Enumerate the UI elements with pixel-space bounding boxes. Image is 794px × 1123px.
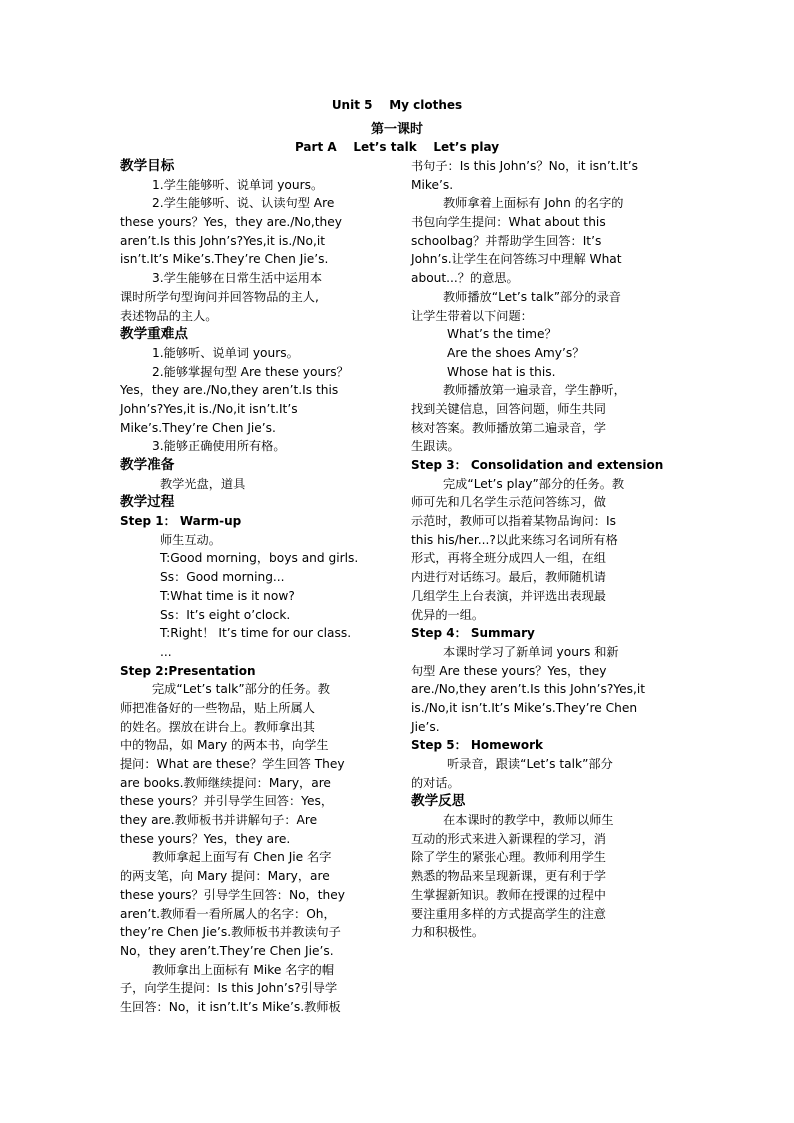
paragraph-line: John’s?Yes,it is./No,it isn’t.It’s — [120, 401, 298, 416]
step-heading: Step 4： Summary — [411, 626, 535, 641]
paragraph-line: 优异的一组。 — [411, 607, 485, 622]
paragraph-line: 提问：What are these？学生回答 They — [120, 757, 345, 771]
paragraph-line: 互动的形式来进入新课程的学习，消 — [411, 831, 606, 846]
paragraph-line: these yours？Yes，they are. — [120, 831, 291, 846]
dialogue-line: 师生互动。 — [160, 532, 221, 547]
step-heading: Step 5： Homework — [411, 738, 543, 753]
section-heading-objectives: 教学目标 — [120, 158, 175, 174]
paragraph-line: is./No,it isn’t.It’s Mike’s.They’re Chen — [411, 700, 638, 715]
paragraph-line: they’re Chen Jie’s.教师板书并教读句子 — [120, 925, 341, 940]
paragraph-line: 师可先和几名学生示范问答练习，做 — [411, 495, 606, 510]
paragraph-line: these yours？Yes，they are./No,they — [120, 215, 342, 230]
paragraph-line: 形式，再将全班分成四人一组，在组 — [411, 551, 606, 566]
paragraph-line: 要注重用多样的方式提高学生的注意 — [411, 906, 606, 921]
part-title: Part A Let’s talk Let’s play — [294, 140, 500, 154]
dialogue-line: T:What time is it now? — [160, 588, 295, 603]
paragraph-line: aren’t.教师看一看所属人的名字：Oh， — [120, 906, 336, 921]
paragraph-line: this his/her...?以此来练习名词所有格 — [411, 532, 618, 547]
paragraph-line: they are.教师板书并讲解句子：Are — [120, 813, 318, 828]
paragraph-line: No，they aren’t.They’re Chen Jie’s. — [120, 943, 334, 958]
dialogue-line: Ss：It’s eight o’clock. — [160, 607, 291, 622]
paragraph-line: about...？的意思。 — [411, 271, 519, 286]
paragraph-line: 教师播放第一遍录音，学生静听， — [443, 383, 626, 398]
paragraph-line: 内进行对话练习。最后，教师随机请 — [411, 570, 606, 585]
section-heading-process: 教学过程 — [120, 494, 175, 511]
paragraph-line: 教师拿着上面标有 John 的名字的 — [443, 196, 624, 211]
paragraph-line: 中的物品，如 Mary 的两本书，向学生 — [120, 738, 329, 753]
unit-title: Unit 5 My clothes — [331, 98, 463, 112]
dialogue-line: Ss：Good morning... — [160, 570, 285, 585]
paragraph-line: 生掌握新知识。教师在授课的过程中 — [411, 887, 606, 902]
paragraph-line: 教师拿出上面标有 Mike 名字的帽 — [152, 962, 335, 977]
dialogue-line: T:Right！ It’s time for our class. — [160, 626, 352, 641]
paragraph-line: aren’t.Is this John’s?Yes,it is./No,it — [120, 233, 325, 248]
paragraph-line: these yours？引导学生回答：No，they — [120, 887, 345, 902]
section-heading-reflection: 教学反思 — [411, 793, 466, 810]
paragraph-line: 示范时，教师可以指着某物品询问：Is — [411, 514, 616, 529]
paragraph-line: 教学光盘，道具 — [160, 476, 246, 491]
paragraph-line: 3.学生能够在日常生活中运用本 — [152, 271, 323, 286]
paragraph-line: John’s.让学生在问答练习中理解 What — [411, 252, 622, 267]
paragraph-line: 3.能够正确使用所有格。 — [152, 439, 286, 454]
paragraph-line: schoolbag？并帮助学生回答：It’s — [411, 233, 602, 248]
paragraph-line: 的两支笔，向 Mary 提问：Mary，are — [120, 869, 330, 884]
paragraph-line: 2.学生能够听、说、认读句型 Are — [152, 196, 335, 211]
paragraph-line: these yours？并引导学生回答：Yes， — [120, 794, 334, 809]
step-heading: Step 2:Presentation — [120, 663, 256, 678]
paragraph-line: 力和积极性。 — [411, 925, 485, 940]
paragraph-line: 让学生带着以下问题： — [411, 308, 533, 323]
paragraph-line: Mike’s.They’re Chen Jie’s. — [120, 420, 276, 435]
paragraph-line: are./No,they aren’t.Is this John’s?Yes,it — [411, 682, 646, 697]
paragraph-line: 课时所学句型询问并回答物品的主人, — [120, 289, 319, 304]
question-line: Whose hat is this. — [447, 364, 556, 379]
paragraph-line: 1.学生能够听、说单词 yours。 — [152, 177, 324, 192]
section-heading-key-points: 教学重难点 — [120, 326, 188, 343]
paragraph-line: 句型 Are these yours？Yes，they — [411, 663, 607, 678]
paragraph-line: 本课时学习了新单词 yours 和新 — [443, 644, 619, 659]
dialogue-line: T:Good morning，boys and girls. — [160, 551, 359, 566]
paragraph-line: Mike’s. — [411, 177, 454, 192]
paragraph-line: 的姓名。摆放在讲台上。教师拿出其 — [120, 719, 315, 734]
step-heading: Step 1： Warm-up — [120, 514, 242, 529]
paragraph-line: 教师播放“Let’s talk”部分的录音 — [443, 289, 621, 304]
paragraph-line: 师把准备好的一些物品，贴上所属人 — [120, 700, 315, 715]
left-column — [120, 157, 388, 1017]
paragraph-line: 生跟读。 — [411, 439, 460, 454]
paragraph-line: are books.教师继续提问：Mary，are — [120, 775, 331, 790]
paragraph-line: 核对答案。教师播放第二遍录音，学 — [411, 420, 606, 435]
paragraph-line: Jie’s. — [411, 719, 440, 734]
paragraph-line: 几组学生上台表演，并评选出表现最 — [411, 588, 606, 603]
paragraph-line: 表述物品的主人。 — [120, 308, 218, 323]
paragraph-line: 熟悉的物品来呈现新课，更有利于学 — [411, 869, 606, 884]
paragraph-line: Yes，they are./No,they aren’t.Is this — [120, 383, 339, 398]
dialogue-line: ... — [160, 644, 172, 659]
paragraph-line: 在本课时的教学中，教师以师生 — [443, 813, 614, 828]
lesson-title: 第一课时 — [370, 122, 423, 137]
paragraph-line: isn’t.It’s Mike’s.They’re Chen Jie’s. — [120, 252, 329, 267]
paragraph-line: 听录音，跟读“Let’s talk”部分 — [447, 757, 613, 771]
question-line: What’s the time？ — [447, 327, 557, 342]
paragraph-line: 1.能够听、说单词 yours。 — [152, 345, 299, 360]
section-heading-preparation: 教学准备 — [120, 457, 175, 473]
paragraph-line: 完成“Let’s talk”部分的任务。教 — [152, 682, 330, 697]
paragraph-line: 2.能够掌握句型 Are these yours？ — [152, 364, 349, 379]
paragraph-line: 的对话。 — [411, 775, 460, 790]
paragraph-line: 找到关键信息，回答问题，师生共同 — [411, 401, 606, 416]
paragraph-line: 书句子：Is this John’s？No，it isn’t.It’s — [411, 159, 638, 173]
question-line: Are the shoes Amy’s？ — [447, 345, 585, 360]
paragraph-line: 完成“Let’s play”部分的任务。教 — [443, 476, 625, 491]
step-heading: Step 3： Consolidation and extension — [411, 458, 664, 472]
paragraph-line: 生回答：No，it isn’t.It’s Mike’s.教师板 — [120, 999, 341, 1014]
paragraph-line: 教师拿起上面写有 Chen Jie 名字 — [152, 850, 332, 865]
paragraph-line: 子，向学生提问：Is this John’s?引导学 — [120, 981, 338, 996]
right-column — [411, 157, 673, 942]
paragraph-line: 书包向学生提问：What about this — [411, 215, 606, 230]
paragraph-line: 除了学生的紧张心理。教师利用学生 — [411, 850, 606, 865]
